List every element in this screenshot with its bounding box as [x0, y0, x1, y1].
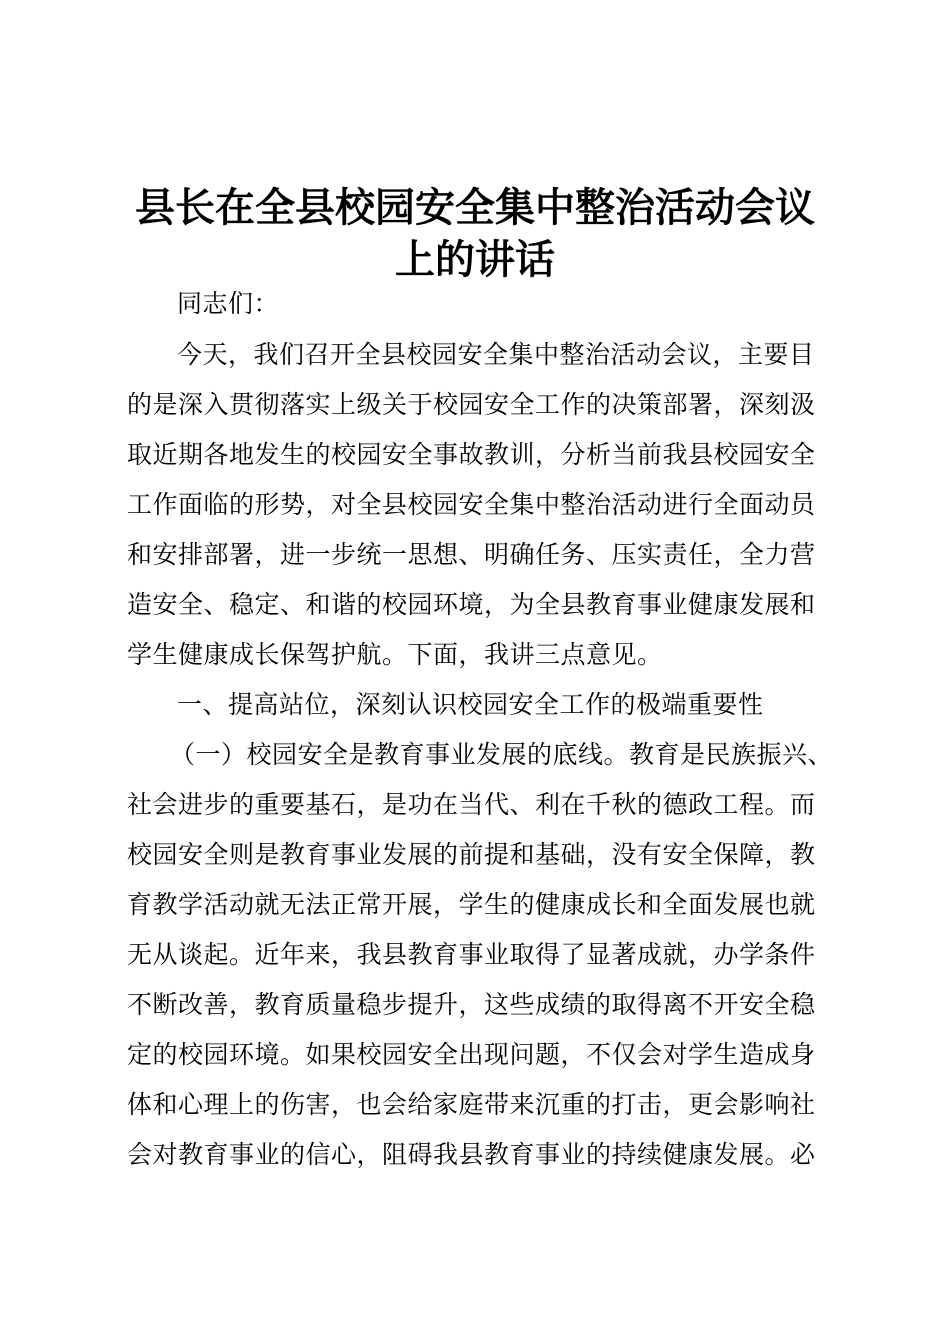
- body-line: 和安排部署，进一步统一思想、明确任务、压实责任，全力营: [127, 540, 816, 569]
- body-line: 今天，我们召开全县校园安全集中整治活动会议，主要目: [177, 340, 815, 369]
- body-line: 校园安全则是教育事业发展的前提和基础，没有安全保障，教: [127, 840, 816, 869]
- body-line: （一）校园安全是教育事业发展的底线。教育是民族振兴、: [170, 740, 834, 769]
- body-line: 体和心理上的伤害，也会给家庭带来沉重的打击，更会影响社: [127, 1090, 816, 1119]
- body-line: 无从谈起。近年来，我县教育事业取得了显著成就，办学条件: [127, 940, 816, 969]
- body-line: 社会进步的重要基石，是功在当代、利在千秋的德政工程。而: [127, 790, 816, 819]
- section-heading: 一、提高站位，深刻认识校园安全工作的极端重要性: [177, 690, 764, 719]
- body-line: 取近期各地发生的校园安全事故教训，分析当前我县校园安全: [127, 440, 816, 469]
- body-line: 不断改善，教育质量稳步提升，这些成绩的取得离不开安全稳: [127, 990, 816, 1019]
- body-line: 造安全、稳定、和谐的校园环境，为全县教育事业健康发展和: [127, 590, 816, 619]
- body-line: 定的校园环境。如果校园安全出现问题，不仅会对学生造成身: [127, 1040, 816, 1069]
- body-line: 工作面临的形势，对全县校园安全集中整治活动进行全面动员: [127, 490, 816, 519]
- document-title-line-1: 县长在全县校园安全集中整治活动会议: [135, 184, 815, 231]
- body-line: 育教学活动就无法正常开展，学生的健康成长和全面发展也就: [127, 890, 816, 919]
- document-title-line-2: 上的讲话: [395, 236, 555, 283]
- body-line: 学生健康成长保驾护航。下面，我讲三点意见。: [127, 640, 663, 669]
- body-line: 会对教育事业的信心，阻碍我县教育事业的持续健康发展。必: [127, 1140, 816, 1169]
- body-line: 的是深入贯彻落实上级关于校园安全工作的决策部署，深刻汲: [127, 390, 816, 419]
- salutation: 同志们：: [177, 289, 280, 318]
